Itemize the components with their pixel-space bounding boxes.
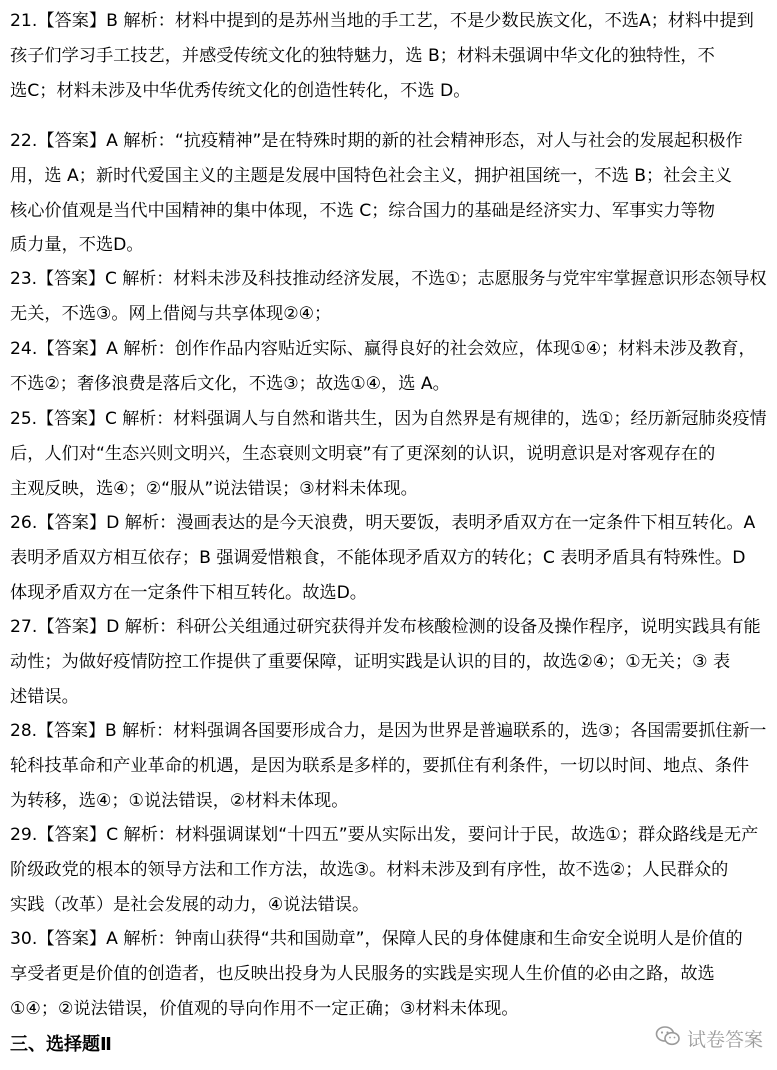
answer-line: 26.【答案】D 解析：漫画表达的是今天浪费，明天要饭，表明矛盾双方在一定条件下相互转化。A bbox=[10, 513, 756, 533]
answer-line: 孩子们学习手工技艺，并感受传统文化的独特魅力，选 B；材料未强调中华文化的独特性，不 bbox=[10, 45, 715, 66]
answer-item-25 bbox=[10, 402, 772, 506]
answer-line: 用，选 A；新时代爱国主义的主题是发展中国特色社会主义，拥护祖国统一，不选 B；社会主义 bbox=[10, 165, 732, 186]
answer-line: 29.【答案】C 解析：材料强调谋划“十四五”要从实际出发，要问计于民，故选①；群众路线是无产 bbox=[10, 825, 759, 845]
answer-line: 22.【答案】A 解析：“抗疫精神”是在特殊时期的新的社会精神形态，对人与社会的发展起积极作 bbox=[10, 131, 743, 151]
wechat-icon bbox=[655, 1025, 681, 1052]
answer-item-30 bbox=[10, 922, 772, 1026]
answer-line: 27.【答案】D 解析：科研公关组通过研究获得并发布核酸检测的设备及操作程序，说明实践具有能 bbox=[10, 617, 761, 637]
answer-line: 24.【答案】A 解析：创作作品内容贴近实际、赢得良好的社会效应，体现①④；材料未涉及教育， bbox=[10, 339, 756, 359]
answer-line: 动性；为做好疫情防控工作提供了重要保障，证明实践是认识的目的，故选②④；①无关；③ 表 bbox=[10, 651, 731, 672]
answer-line: 述错误。 bbox=[10, 686, 79, 707]
answer-line: 为转移，选④；①说法错误，②材料未体现。 bbox=[10, 790, 349, 811]
section-heading: 三、选择题Ⅱ bbox=[10, 1034, 112, 1055]
answer-item-28 bbox=[10, 714, 772, 818]
answer-item-21 bbox=[10, 4, 772, 108]
answer-line: 主观反映，选④；②“服从”说法错误；③材料未体现。 bbox=[10, 478, 418, 499]
answer-line: 体现矛盾双方在一定条件下相互转化。故选D。 bbox=[10, 582, 367, 603]
answer-line: ①④；②说法错误，价值观的导向作用不一定正确；③材料未体现。 bbox=[10, 998, 519, 1019]
watermark-text: 试卷答案 bbox=[686, 1029, 763, 1051]
answer-line: 21.【答案】B 解析：材料中提到的是苏州当地的手工艺，不是少数民族文化，不选A；材料中提到 bbox=[10, 11, 754, 31]
answer-line: 后，人们对“生态兴则文明兴，生态衰则文明衰”有了更深刻的认识，说明意识是对客观存在的 bbox=[10, 443, 716, 464]
answer-line: 23.【答案】C 解析：材料未涉及科技推动经济发展，不选①；志愿服务与党牢牢掌握意识形态领导权 bbox=[10, 269, 767, 289]
answer-line: 核心价值观是当代中国精神的集中体现，不选 C；综合国力的基础是经济实力、军事实力等物 bbox=[10, 200, 715, 221]
answer-line: 选C；材料未涉及中华优秀传统文化的创造性转化，不选 D。 bbox=[10, 80, 471, 101]
answer-line: 质力量，不选D。 bbox=[10, 235, 144, 256]
answer-item-26 bbox=[10, 506, 772, 610]
answer-item-29 bbox=[10, 818, 772, 922]
answer-line: 实践（改革）是社会发展的动力，④说法错误。 bbox=[10, 894, 370, 915]
answer-item-27 bbox=[10, 610, 772, 714]
answer-item-23 bbox=[10, 262, 772, 332]
answer-line: 30.【答案】A 解析：钟南山获得“共和国勋章”，保障人民的身体健康和生命安全说明人是价值的 bbox=[10, 929, 743, 949]
answer-item-22 bbox=[10, 124, 772, 263]
answer-line: 28.【答案】B 解析：材料强调各国要形成合力，是因为世界是普遍联系的，选③；各国需要抓住新一 bbox=[10, 721, 767, 741]
answer-line: 轮科技革命和产业革命的机遇，是因为联系是多样的，要抓住有利条件，一切以时间、地点、条件 bbox=[10, 755, 750, 776]
answer-item-24 bbox=[10, 332, 772, 402]
answer-line: 阶级政党的根本的领导方法和工作方法，故选③。材料未涉及到有序性，故不选②；人民群众的 bbox=[10, 859, 729, 880]
answer-line: 不选②；奢侈浪费是落后文化，不选③；故选①④，选 A。 bbox=[10, 373, 450, 394]
answer-line: 享受者更是价值的创造者，也反映出投身为人民服务的实践是实现人生价值的必由之路，故选 bbox=[10, 963, 715, 984]
answer-line: 表明矛盾双方相互依存；B 强调爱惜粮食，不能体现矛盾双方的转化；C 表明矛盾具有特殊性。D bbox=[10, 547, 746, 568]
watermark bbox=[655, 1025, 763, 1052]
answer-line: 25.【答案】C 解析：材料强调人与自然和谐共生，因为自然界是有规律的，选①；经历新冠肺炎疫情 bbox=[10, 409, 767, 429]
answer-line: 无关，不选③。网上借阅与共享体现②④； bbox=[10, 303, 332, 324]
